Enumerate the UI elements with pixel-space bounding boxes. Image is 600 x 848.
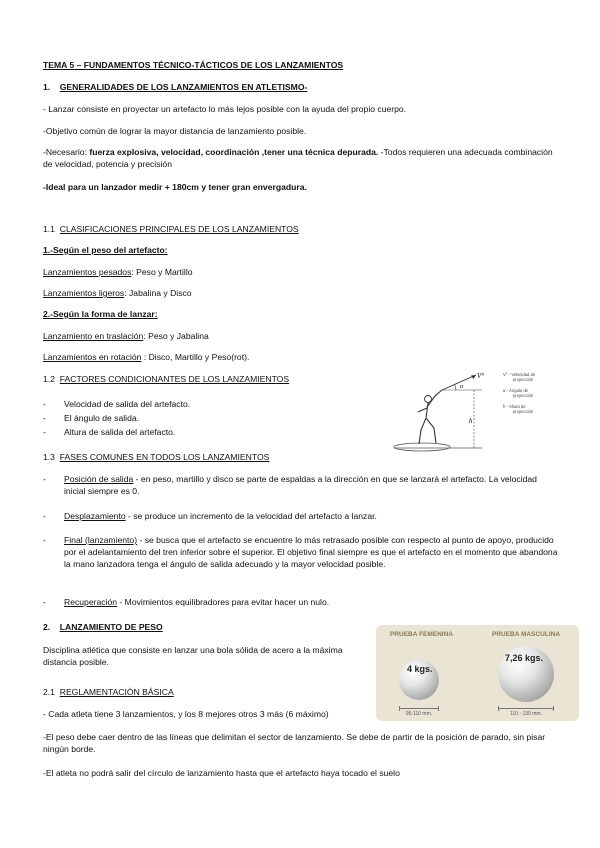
phase-4-label: Recuperación (64, 597, 118, 607)
s12-item-1: Velocidad de salida del artefacto. (64, 399, 191, 409)
section-1-3-number: 1.3 (43, 452, 55, 462)
section-2-1-heading (43, 686, 174, 698)
s11-item-1 (43, 266, 193, 278)
male-size: 110 - 130 mm. (510, 711, 542, 717)
section-1-3-title: FASES COMUNES EN TODOS LOS LANZAMIENTOS (59, 452, 270, 462)
document-title: TEMA 5 – FUNDAMENTOS TÉCNICO-TÁCTICOS DE LOS LANZAMIENTOS (43, 60, 344, 70)
s12-item-3: Altura de salida del artefacto. (64, 427, 176, 437)
s11-item-3-text: : Peso y Jabalina (143, 331, 209, 341)
section-1-2-number: 1.2 (43, 374, 55, 384)
phase-2 (64, 510, 377, 522)
s1-paragraph-2: -Objetivo común de lograr la mayor distancia de lanzamiento posible. (43, 126, 307, 136)
female-label: PRUEBA FEMENINA (390, 631, 453, 638)
athlete-figure (418, 390, 442, 444)
female-size: 95-110 mm. (405, 711, 433, 717)
legend-2a: α - Ángulo de (503, 388, 529, 393)
phase-1-label: Posición de salida (64, 474, 134, 484)
s11-item-4-label: Lanzamientos en rotación (43, 352, 142, 362)
legend-1a: V° - Velocidad de (503, 372, 536, 377)
legend-3a: h - Altura de (503, 404, 526, 409)
section-2-title: LANZAMIENTO DE PESO (59, 622, 163, 632)
bullet-dash: - (43, 399, 46, 409)
s21-paragraph-3: -El atleta no podrá salir del círculo de lanzamiento hasta que el artefacto haya tocado el suelo (43, 768, 400, 778)
male-size-line (498, 708, 554, 709)
velocity-vector (442, 375, 476, 390)
s12-item-2: El ángulo de salida. (64, 413, 140, 423)
legend-2b: proyección (513, 393, 534, 398)
bullet-dash: - (43, 535, 46, 545)
s11-item-1-label: Lanzamientos pesados (43, 267, 132, 277)
projection-diagram (390, 366, 550, 456)
legend-3b: proyección (513, 409, 534, 414)
section-1-2-title: FACTORES CONDICIONANTES DE LOS LANZAMIENTOS (59, 374, 290, 384)
bullet-dash: - (43, 474, 46, 484)
s11-item-4 (43, 351, 249, 363)
s1-paragraph-1: - Lanzar consiste en proyectar un artefacto lo más lejos posible con la ayuda del propio cuerpo. (43, 104, 407, 114)
bullet-dash: - (43, 511, 46, 521)
s11-item-1-text: : Peso y Martillo (131, 267, 193, 277)
phase-3-text: - se busca que el artefacto se encuentre lo más retrasado posible con respecto al punto de apoyo, producido por el adelantamiento del tren inferior sobre el superior. El objetivo final siempre es que el artefacto en el momento que abandona la mano lanzadora tenga el ángulo de salida adecuado y la mayor velocidad posible. (64, 535, 558, 569)
legend-1b: proyección (513, 377, 534, 382)
section-1-1-heading (43, 223, 299, 235)
s11-item-3 (43, 330, 209, 342)
female-weight: 4 kgs. (407, 664, 433, 674)
section-1-title: GENERALIDADES DE LOS LANZAMIENTOS EN ATLETISMO- (59, 82, 308, 92)
section-2-number: 2. (43, 622, 51, 632)
section-1-1-number: 1.1 (43, 224, 55, 234)
section-2-1-title: REGLAMENTACIÓN BÁSICA (59, 687, 174, 697)
s11-item-3-label: Lanzamiento en traslación (43, 331, 144, 341)
female-size-line (399, 708, 439, 709)
male-weight: 7,26 kgs. (505, 653, 544, 663)
s2-paragraph-1: Disciplina atlética que consiste en lanzar una bola sólida de acero a la máxima distancia posible. (43, 645, 343, 667)
vo-label: V° (477, 372, 485, 380)
phase-4 (64, 596, 329, 608)
shot-put-comparison-image (376, 625, 579, 721)
section-1-1-title: CLASIFICACIONES PRINCIPALES DE LOS LANZAMIENTOS (59, 224, 299, 234)
s1-p3-lead: -Necesario: (43, 147, 90, 157)
s1-paragraph-3 (43, 146, 555, 170)
s11-subheading-2: 2.-Según la forma de lanzar: (43, 309, 158, 319)
phase-3 (64, 534, 558, 570)
s11-item-2 (43, 287, 192, 299)
bullet-dash: - (43, 597, 46, 607)
s11-item-4-text: : Disco, Martillo y Peso(rot). (141, 352, 250, 362)
angle-arc (455, 384, 457, 390)
s11-subheading-1: 1.-Según el peso del artefacto: (43, 245, 168, 255)
s1-p3-bold: fuerza explosiva, velocidad, coordinación ,tener una técnica depurada. (89, 147, 379, 157)
s21-paragraph-1: - Cada atleta tiene 3 lanzamientos, y los 8 mejores otros 3 más (6 máximo) (43, 709, 329, 719)
phase-4-text: - Movimientos equilibradores para evitar hacer un nulo. (117, 597, 330, 607)
section-1-2-heading (43, 373, 289, 385)
section-1-number: 1. (43, 82, 51, 92)
s21-paragraph-2: -El peso debe caer dentro de las líneas que delimitan el sector de lanzamiento. Se debe de partir de la posición de parado, sin pisar ningún borde. (43, 732, 546, 754)
section-1-heading (43, 81, 307, 93)
alpha-label: α (460, 384, 464, 390)
phase-1 (64, 473, 558, 497)
phase-3-label: Final (lanzamiento) (64, 535, 138, 545)
s1-paragraph-4: -Ideal para un lanzador medir + 180cm y tener gran envergadura. (43, 182, 307, 192)
phase-2-label: Desplazamiento (64, 511, 126, 521)
throwing-circle (394, 443, 450, 451)
phase-1-text: - en peso, martillo y disco se parte de espaldas a la dirección en que se lanzará el artefacto. La velocidad inicial siempre es 0. (64, 474, 537, 496)
phase-2-text: - se produce un incremento de la velocidad del artefacto a lanzar. (125, 511, 377, 521)
bullet-dash: - (43, 413, 46, 423)
section-2-heading (43, 621, 163, 633)
male-label: PRUEBA MASCULINA (492, 631, 561, 638)
bullet-dash: - (43, 427, 46, 437)
h-label: h (469, 417, 473, 425)
section-2-1-number: 2.1 (43, 687, 55, 697)
s1-p3-tail: -Todos requieren una adecuada combinación de velocidad, potencia y precisión (43, 147, 553, 169)
s11-item-2-label: Lanzamientos ligeros (43, 288, 125, 298)
section-1-3-heading (43, 451, 269, 463)
s11-item-2-text: : Jabalina y Disco (124, 288, 192, 298)
